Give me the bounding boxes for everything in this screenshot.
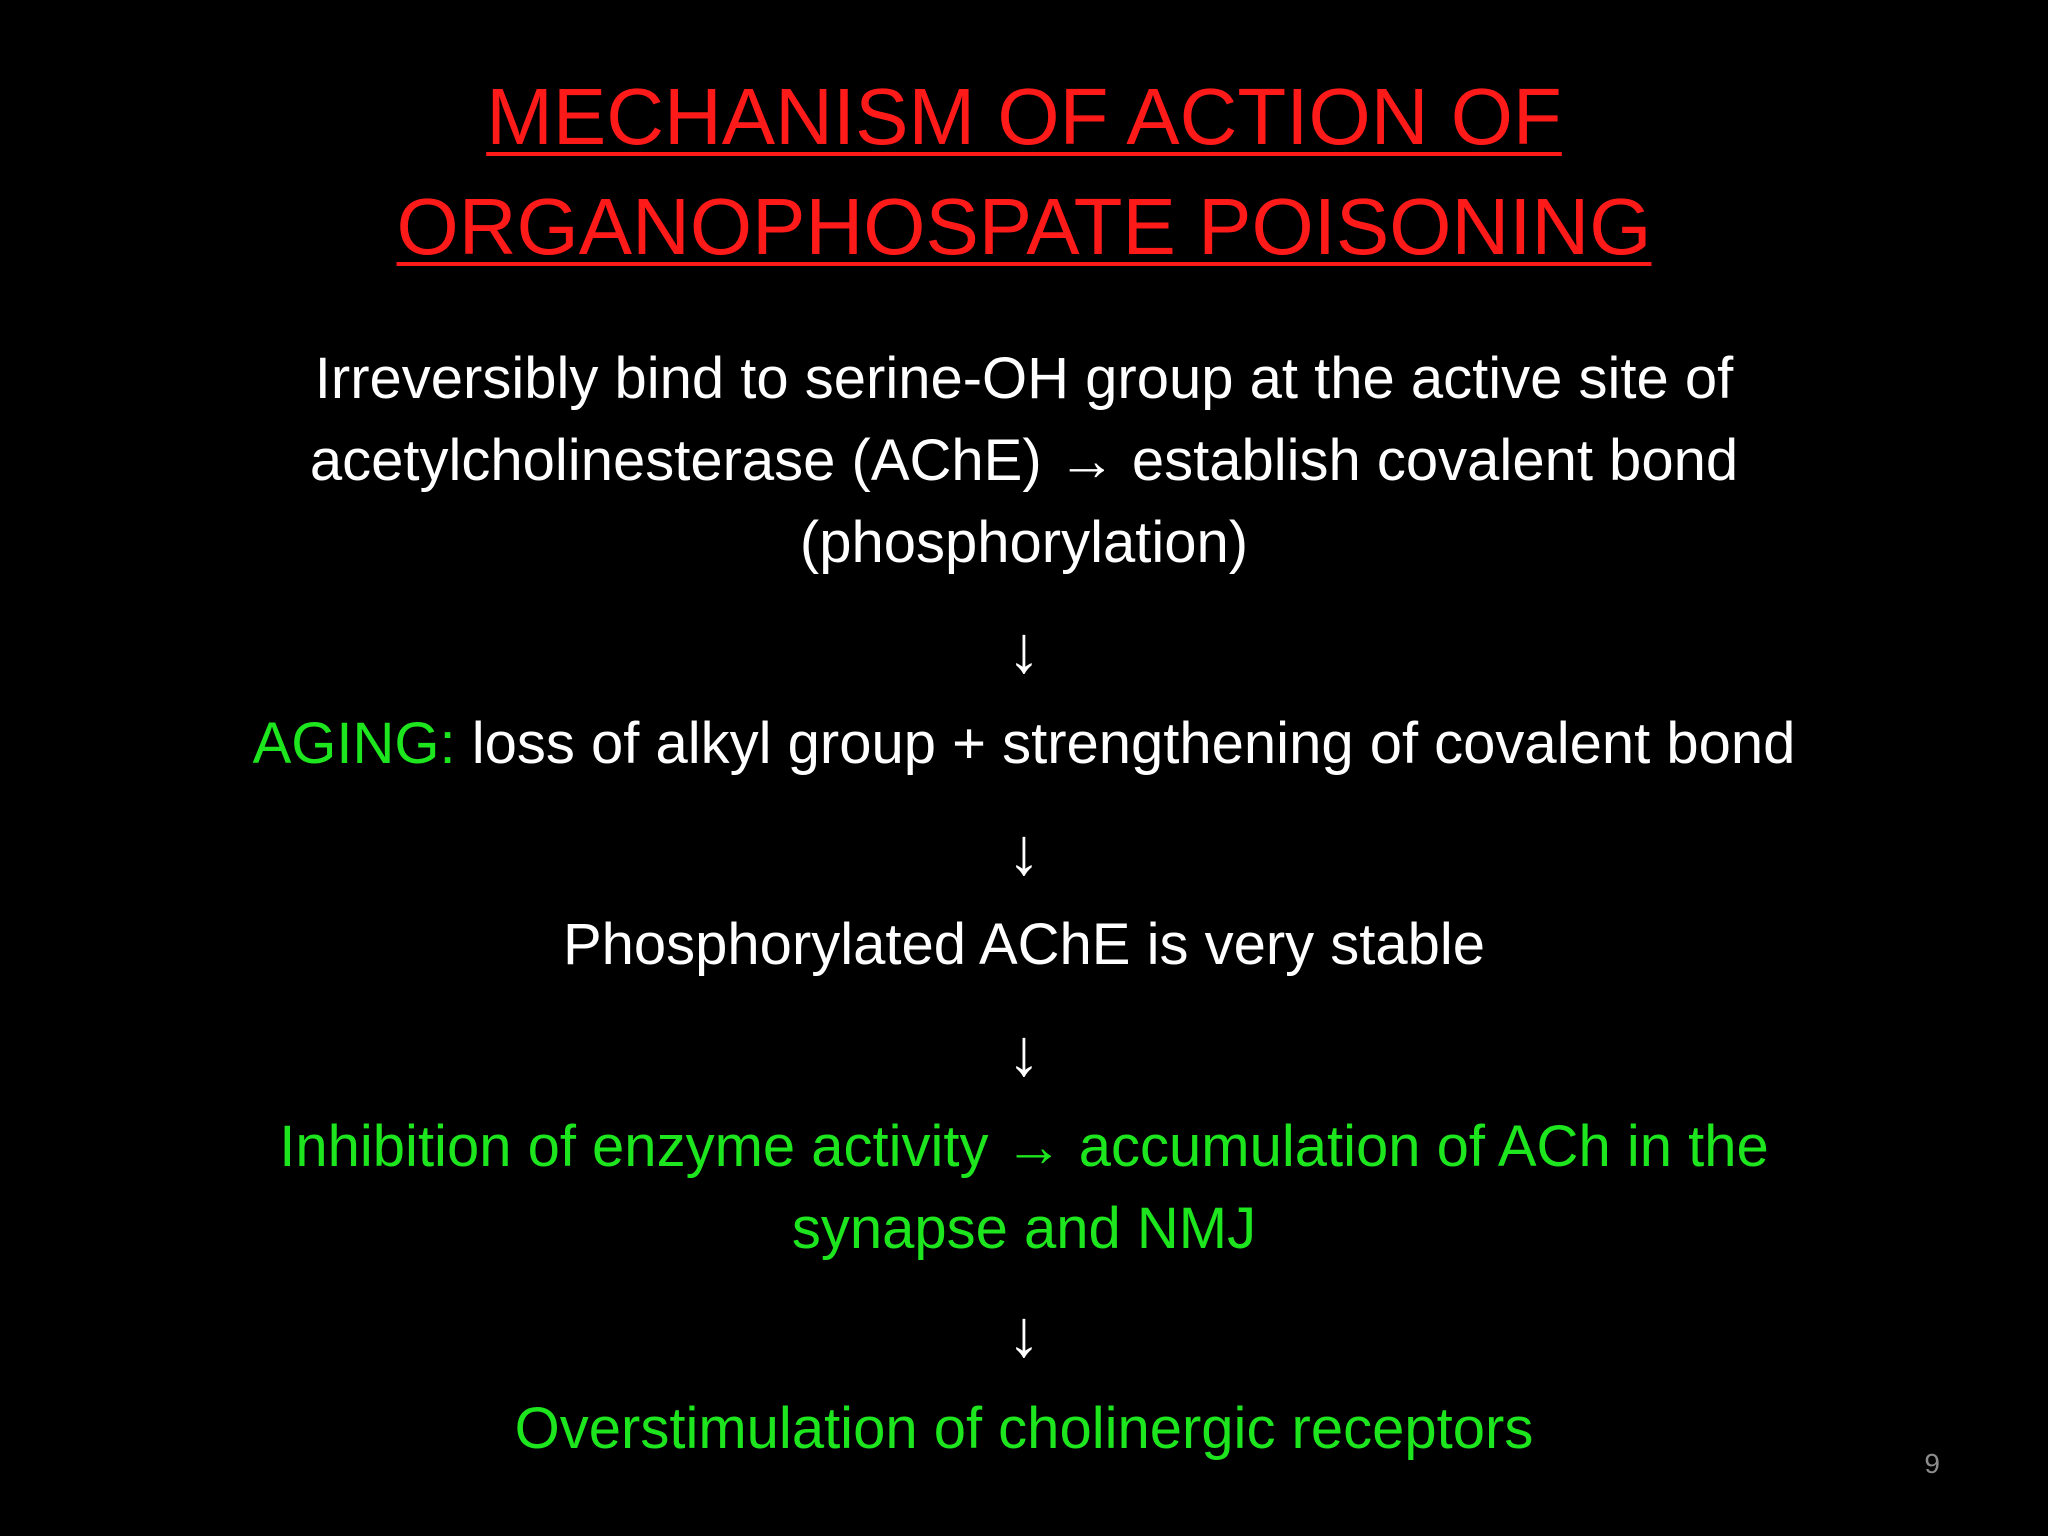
title-line-2: ORGANOPHOSPATE POISONING [396,182,1652,271]
step-2-text [0,703,2048,785]
down-arrow-icon: ↓ [1007,1015,1041,1089]
aging-label: AGING: [252,711,456,776]
down-arrow-icon: ↓ [1007,612,1041,686]
step-4-line-2: synapse and NMJ [791,1196,1257,1261]
down-arrow-icon: ↓ [1007,814,1041,888]
page-number: 9 [1924,1448,1940,1479]
step-1-line-1: Irreversibly bind to serine-OH group at the active site of [314,346,1734,411]
step-1-line-3: (phosphorylation) [799,510,1249,575]
step-1-line-2: acetylcholinesterase (AChE) → establish covalent bond [309,428,1739,493]
step-4-line-1: Inhibition of enzyme activity → accumulation of ACh in the [279,1114,1769,1179]
step-1-text [0,338,2048,584]
step-5-text: Overstimulation of cholinergic receptors [514,1396,1534,1461]
step-4-text [0,1106,2048,1270]
slide-title [0,62,2048,282]
aging-description: loss of alkyl group + strengthening of covalent bond [455,711,1796,776]
title-line-1: MECHANISM OF ACTION OF [486,72,1562,161]
down-arrow-icon: ↓ [1007,1296,1041,1370]
step-3-text: Phosphorylated AChE is very stable [562,912,1486,977]
